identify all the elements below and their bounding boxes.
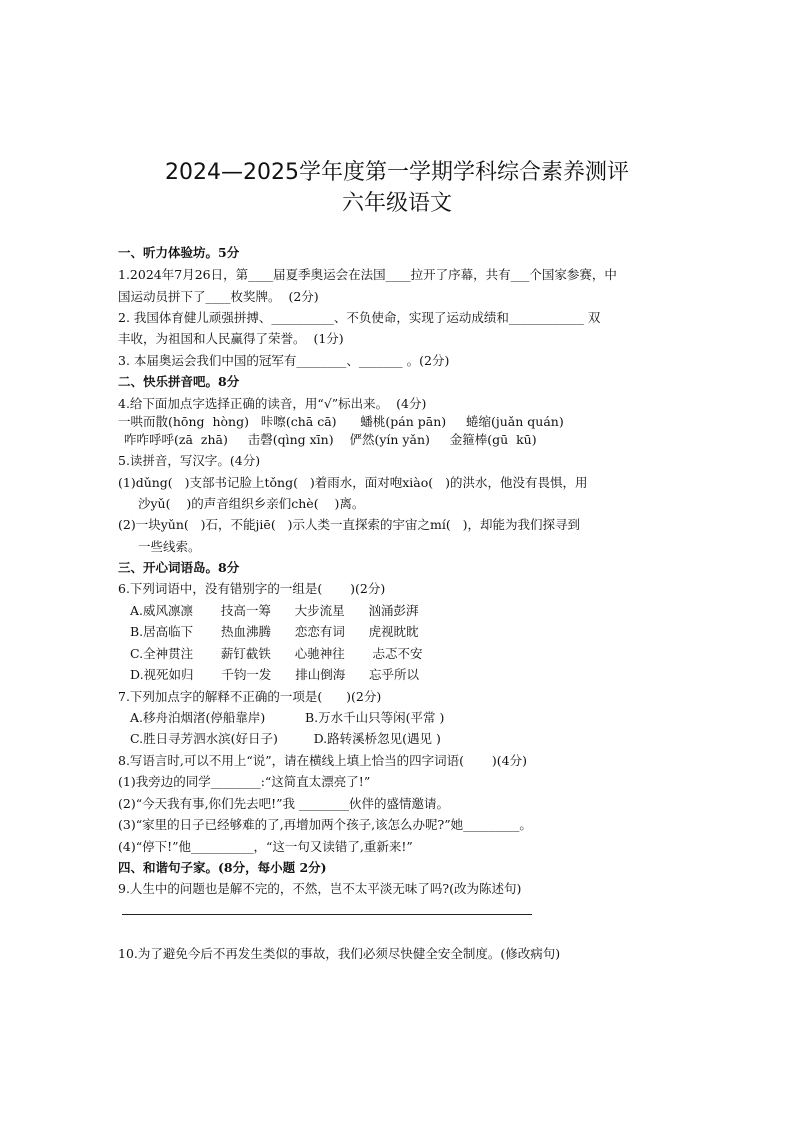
section-heading-4: 四、和谐句子家。(8分，每小题 2分): [118, 860, 327, 875]
question-line: 7.下列加点字的解释不正确的一项是( )(2分): [118, 689, 382, 704]
option-line: C.全神贯注 薪钉截铁 心驰神往 忐忑不安: [130, 646, 423, 661]
section-heading-1: 一、听力体验坊。5分: [118, 245, 240, 260]
question-line: 国运动员拼下了____枚奖牌。 (2分): [118, 289, 319, 304]
question-line: 1.2024年7月26日，第____届夏季奥运会在法国____拉开了序幕，共有___个国家参赛，中: [118, 267, 617, 282]
question-line: 8.写语言时,可以不用上“说”，请在横线上填上恰当的四字词语( )(4分): [118, 753, 527, 768]
option-line: C.胜日寻芳泗水滨(好日子) D.路转溪桥忽见(遇见 ): [130, 731, 441, 746]
exam-subtitle: 六年级语文: [341, 191, 452, 216]
question-line: 丰收，为祖国和人民赢得了荣誉。 (1分): [118, 331, 344, 346]
question-line: (1)我旁边的同学________:“这简直太漂亮了!”: [118, 774, 371, 789]
question-line: 2. 我国体育健儿顽强拼搏、__________、不负使命，实现了运动成绩和____________ 双: [118, 310, 601, 325]
exam-title: 2024—2025学年度第一学期学科综合素养测评: [165, 160, 629, 185]
question-line: (3)“家里的日子已经够难的了,再增加两个孩子,该怎么办呢?”她_________。: [118, 817, 532, 832]
option-line: A.威风凛凛 技高一筹 大步流星 汹涌彭湃: [130, 603, 419, 618]
question-line: (2)一块yǔn( )石，不能jiē( )示人类一直探索的宇宙之mí( )，却能为我们探寻到: [118, 517, 581, 532]
section-heading-2: 二、快乐拼音吧。8分: [118, 374, 240, 389]
question-line: 9.人生中的问题也是解不完的，不然，岂不太平淡无味了吗?(改为陈述句): [118, 881, 522, 896]
section-heading-3: 三、开心词语岛。8分: [118, 560, 240, 575]
question-line: 一哄而散(hōng hòng) 咔嚓(chā cā) 蟠桃(pán pān) 蜷缩(juǎn quán): [118, 414, 564, 429]
question-line: 沙yǔ( )的声音组织乡亲们chè( )离。: [138, 496, 365, 511]
option-line: D.视死如归 千钧一发 排山倒海 忘乎所以: [130, 667, 420, 682]
option-line: A.移舟泊烟渚(停船靠岸) B.万水千山只等闲(平常 ): [130, 710, 445, 725]
question-line: 一些线索。: [138, 539, 201, 554]
answer-blank-line: [122, 914, 532, 915]
question-line: 10.为了避免今后不再发生类似的事故，我们必须尽快健全安全制度。(修改病句): [118, 946, 561, 961]
question-line: 4.给下面加点字选择正确的读音，用“√”标出来。 (4分): [118, 396, 427, 411]
question-line: 6.下列词语中，没有错别字的一组是( )(2分): [118, 581, 386, 596]
question-line: 5.读拼音，写汉字。(4分): [118, 453, 261, 468]
option-line: B.居高临下 热血沸腾 恋恋有词 虎视眈眈: [130, 624, 419, 639]
question-line: (2)“今天我有事,你们先去吧!”我 ________伙伴的盛情邀请。: [118, 796, 449, 811]
question-line: (4)“停下!”他__________，“这一句又读错了,重新来!”: [118, 839, 413, 854]
question-line: 3. 本届奥运会我们中国的冠军有________、_______ 。(2分): [118, 353, 450, 368]
question-line: 咋咋呼呼(zā zhā) 击磬(qìng xīn) 俨然(yín yǎn) 金箍棒(gū kū): [124, 432, 537, 447]
question-line: (1)dǔng( )支部书记脸上tǒng( )着雨水，面对咆xiào( )的洪水，他没有畏惧，用: [118, 475, 588, 490]
